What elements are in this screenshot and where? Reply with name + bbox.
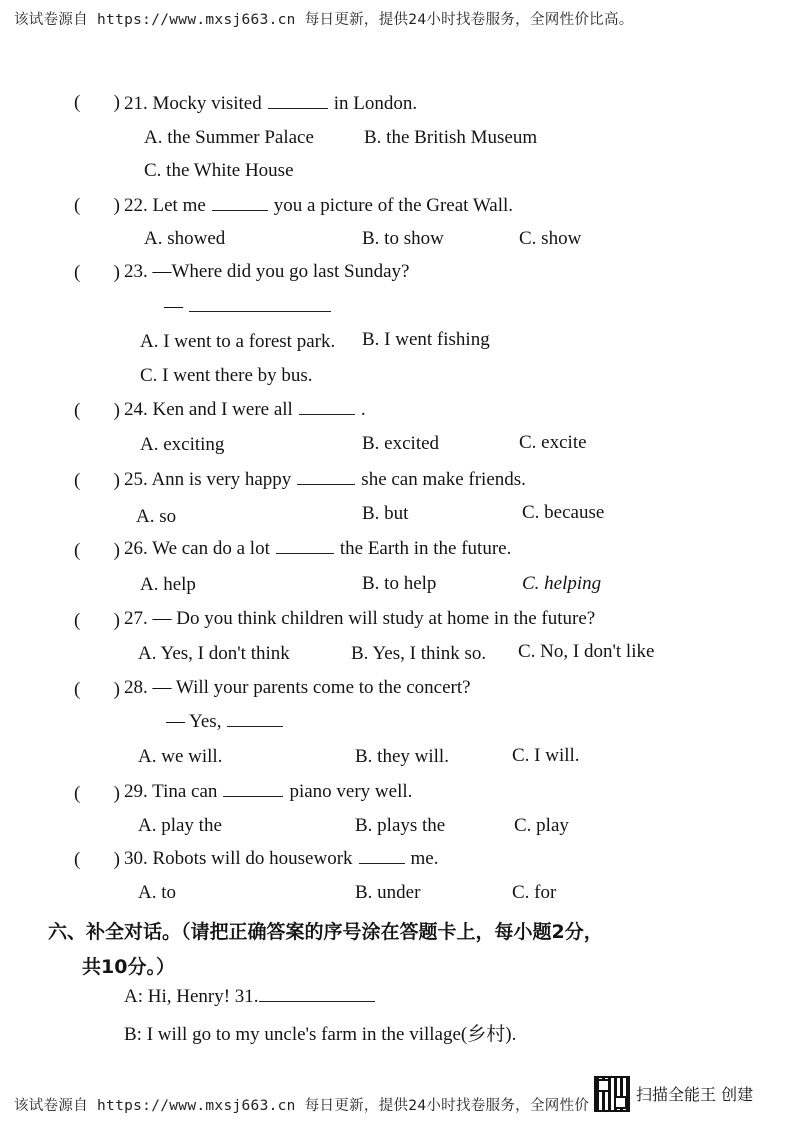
option-b: B. plays the (355, 815, 446, 836)
option-c: C. because (522, 502, 605, 523)
option-a: A. play the (138, 815, 222, 836)
qr-code-icon (594, 1076, 630, 1112)
option-c: C. I will. (512, 745, 580, 766)
option-c: C. helping (522, 573, 602, 594)
option-a: A. exciting (140, 434, 225, 455)
answer-blank (297, 469, 355, 485)
question-stem: 24. Ken and I were all . (124, 399, 366, 420)
answer-blank (223, 781, 283, 797)
option-c: C. play (514, 815, 569, 836)
option-c: C. the White House (144, 160, 294, 181)
option-b: B. Yes, I think so. (351, 643, 487, 664)
answer-bracket: ( ) (74, 195, 120, 216)
answer-bracket: ( ) (74, 610, 120, 631)
answer-blank (227, 711, 283, 727)
answer-bracket: ( ) (74, 679, 120, 700)
answer-bracket: ( ) (74, 400, 120, 421)
option-b: B. to show (362, 228, 444, 249)
answer-blank (189, 296, 331, 312)
option-b: B. excited (362, 433, 440, 454)
answer-blank (259, 986, 375, 1002)
question-stem: 27. — Do you think children will study at home in the future? (124, 608, 596, 629)
option-b: B. to help (362, 573, 437, 594)
section-6-title: 六、补全对话。（请把正确答案的序号涂在答题卡上，每小题2分， (48, 921, 603, 943)
dialogue-line-b: B: I will go to my uncle's farm in the village(乡村). (124, 1024, 517, 1045)
source-banner-bottom: 该试卷源自 https://www.mxsj663.cn 每日更新，提供24小时找卷服务，全网性价 (14, 1098, 590, 1114)
answer-blank (276, 538, 334, 554)
option-b: B. they will. (355, 746, 449, 767)
answer-blank (299, 399, 355, 415)
answer-line: — Yes, (166, 711, 289, 733)
question-stem: 23. —Where did you go last Sunday? (124, 261, 410, 282)
question-stem: 29. Tina can piano very well. (124, 781, 413, 802)
option-a: A. help (140, 574, 196, 595)
answer-blank (212, 195, 268, 211)
option-a: A. to (138, 882, 176, 903)
option-b: B. the British Museum (364, 127, 538, 148)
source-banner-top: 该试卷源自 https://www.mxsj663.cn 每日更新，提供24小时找卷服务，全网性价比高。 (14, 12, 634, 28)
option-a: A. I went to a forest park. (140, 331, 336, 352)
option-c: C. for (512, 882, 557, 903)
question-stem: 21. Mocky visited in London. (124, 93, 418, 114)
question-stem: 26. We can do a lot the Earth in the future. (124, 538, 512, 559)
option-b: B. I went fishing (362, 329, 490, 350)
scanner-watermark: 扫描全能王 创建 (636, 1085, 754, 1104)
option-a: A. we will. (138, 746, 223, 767)
section-6-title-continued: 共10分。） (82, 956, 175, 978)
option-a: A. the Summer Palace (144, 127, 314, 148)
question-stem: 28. — Will your parents come to the concert? (124, 677, 471, 698)
option-c: C. No, I don't like (518, 641, 655, 662)
answer-blank (359, 848, 405, 864)
option-c: C. excite (519, 432, 587, 453)
question-stem: 25. Ann is very happy she can make friends. (124, 469, 526, 490)
answer-bracket: ( ) (74, 470, 120, 491)
option-a: A. so (136, 506, 177, 527)
question-stem: 30. Robots will do housework me. (124, 848, 439, 869)
answer-bracket: ( ) (74, 262, 120, 283)
answer-bracket: ( ) (74, 849, 120, 870)
answer-bracket: ( ) (74, 540, 120, 561)
option-a: A. showed (144, 228, 226, 249)
answer-bracket: ( ) (74, 92, 120, 113)
question-stem: 22. Let me you a picture of the Great Wall. (124, 195, 514, 216)
option-a: A. Yes, I don't think (138, 643, 290, 664)
option-b: B. but (362, 503, 409, 524)
option-c: C. show (519, 228, 582, 249)
answer-line: — (164, 296, 337, 318)
answer-blank (268, 93, 328, 109)
answer-bracket: ( ) (74, 783, 120, 804)
option-b: B. under (355, 882, 421, 903)
option-c: C. I went there by bus. (140, 365, 313, 386)
dialogue-line-a: A: Hi, Henry! 31. (124, 986, 381, 1008)
